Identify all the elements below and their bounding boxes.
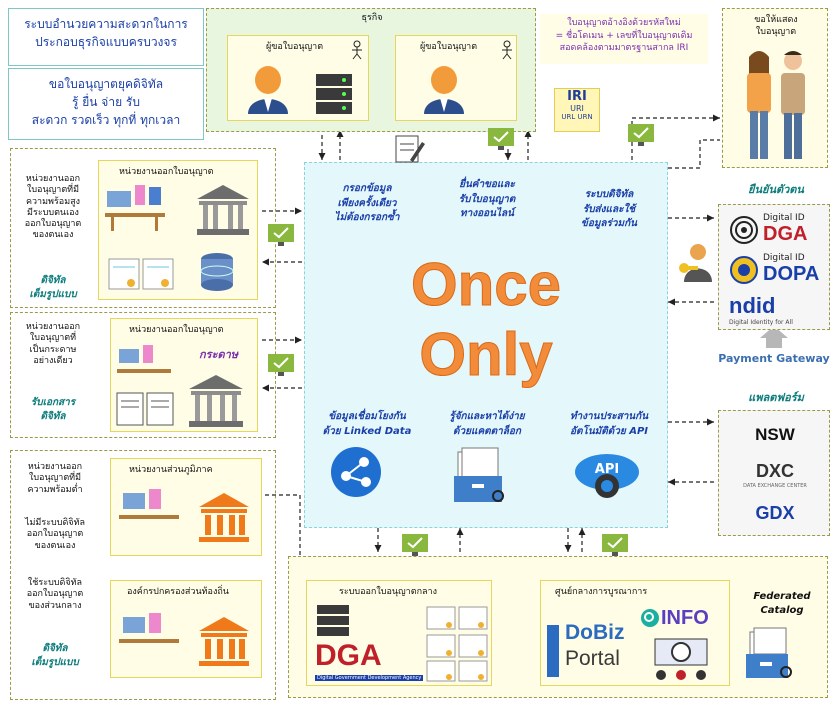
business-panel (206, 8, 536, 132)
gdx-label[interactable]: GDX (755, 503, 795, 523)
business-title: ธุรกิจ (361, 13, 383, 23)
local-gov-box-title: องค์กรปกครองส่วนท้องถิ่น (127, 587, 229, 597)
feature2-line2: รับใบอนุญาต (458, 193, 516, 205)
service-center-title: ศูนย์กลางการบูรณาการ (555, 587, 648, 597)
group1-side-text (16, 174, 90, 242)
bottom2-line1: รู้จักและหาได้ง่าย (449, 411, 525, 422)
subtitle-box (8, 68, 204, 140)
server-icon (314, 72, 354, 116)
iri-badge (554, 88, 600, 132)
group3-side-2: ใบอนุญาตที่มี (28, 473, 82, 484)
office-workers-icon (119, 611, 179, 667)
feature-submit-online (432, 178, 542, 222)
government-building-icon (193, 183, 253, 237)
monitor-check-icon (266, 352, 300, 382)
nsw-label[interactable]: NSW (755, 425, 795, 444)
group2-side-text (16, 322, 90, 367)
once-label: Once (410, 251, 562, 318)
group2-tag-2: ดิจิทัล (40, 411, 66, 422)
group3-side-5: ออกใบอนุญาต (26, 529, 84, 540)
main-title-line1: ระบบอำนวยความสะดวกในการ (24, 17, 188, 31)
applicant-box-2[interactable] (395, 35, 517, 121)
feature2-line3: ทางออนไลน์ (460, 208, 514, 219)
feature1-line3: ไม่ต้องกรอกซ้ำ (334, 212, 400, 223)
group2-paper-label: กระดาษ (199, 348, 239, 361)
payment-gateway-label: Payment Gateway (718, 352, 830, 365)
regional-box-title: หน่วยงานส่วนภูมิภาค (129, 465, 213, 475)
group2-tag (16, 396, 90, 424)
group1-box-title: หน่วยงานออกใบอนุญาต (119, 167, 214, 177)
dxc-label[interactable]: DXC (755, 461, 794, 481)
linked-data-icon (330, 446, 382, 498)
dxc-subtitle: DATA EXCHANGE CENTER (743, 483, 807, 489)
bottom3-line2: อัตโนมัติด้วย API (569, 425, 649, 437)
document-edit-icon (392, 132, 426, 166)
platform-panel (718, 410, 830, 536)
orange-building-icon (197, 615, 251, 667)
digital-id-label-2: Digital ID (763, 253, 805, 263)
feature1-line2: เพียงครั้งเดียว (337, 197, 397, 209)
feature3-line2: รับส่งและใช้ (582, 203, 636, 215)
group1-side-1: หน่วยงานออก (25, 174, 81, 184)
group2-tag-1: รับเอกสาร (30, 397, 76, 408)
license-note-line1: ใบอนุญาตอ้างอิงด้วยรหัสใหม่ (567, 18, 681, 28)
group3-side-text-c (16, 578, 94, 612)
bottom1-line2: ด้วย Linked Data (322, 425, 412, 437)
key-person-icon (676, 242, 714, 284)
dobiz-label: DoBiz (565, 621, 625, 644)
group2-agency-box[interactable] (110, 318, 258, 432)
only-label: Only (419, 321, 553, 388)
ndid-tagline: Digital Identity for All (729, 319, 793, 326)
group2-box-title: หน่วยงานออกใบอนุญาต (129, 325, 224, 335)
bottom-catalog (432, 410, 542, 439)
bottom2-line2: ด้วยแคตตาล็อก (453, 425, 521, 437)
group2-side-3: เป็นกระดาษ (29, 344, 77, 355)
group3-side-8: ออกใบอนุญาต (26, 589, 84, 600)
api-icon (572, 446, 642, 500)
ndid-badge[interactable] (729, 293, 825, 327)
portal-label: Portal (565, 647, 620, 670)
central-system-title: ระบบออกใบอนุญาตกลาง (339, 587, 437, 597)
regional-agency-box[interactable] (110, 458, 262, 556)
group1-tag-2: เต็มรูปแบบ (29, 289, 77, 300)
group1-tag (16, 274, 90, 302)
group3-side-6: ของตนเอง (34, 540, 76, 551)
group2-side-1: หน่วยงานออก (25, 322, 81, 332)
subtitle-line3: สะดวก รวดเร็ว ทุกที่ ทุกเวลา (31, 113, 181, 127)
office-workers-icon (117, 343, 171, 385)
feature2-line1: ยื่นคำขอและ (459, 179, 515, 190)
subtitle-line2: รู้ ยื่น จ่าย รับ (72, 95, 140, 109)
group1-side-6: ของตนเอง (32, 230, 74, 241)
database-icon (197, 251, 237, 295)
iri-url-urn: URL URN (561, 113, 593, 121)
feature-digital-share (554, 188, 664, 232)
group1-side-3: ความพร้อมสูง (25, 196, 81, 207)
orange-building-icon (197, 491, 251, 543)
applicant-box-1[interactable] (227, 35, 369, 121)
platform-title: แพลตฟอร์ม (748, 391, 804, 404)
dga-label: DGA (763, 223, 808, 245)
federated-line1: Federated (753, 591, 811, 602)
identity-title: ยืนยันตัวตน (748, 183, 804, 196)
show-license-line2: ใบอนุญาต (755, 27, 797, 37)
dga-id-badge[interactable] (729, 213, 825, 249)
catalog-cabinet-icon (744, 624, 794, 680)
central-dga-logo: DGA (315, 639, 382, 672)
dobiz-bar (547, 625, 559, 677)
bottom3-line1: ทำงานประสานกัน (569, 411, 649, 422)
monitor-check-icon (486, 126, 520, 156)
identity-panel (718, 204, 830, 330)
feature1-line1: กรอกข้อมูล (342, 183, 392, 194)
ndid-label: ndid (729, 293, 776, 318)
show-license-line1: ขอให้แสดง (754, 15, 798, 25)
api-label: API (594, 462, 620, 477)
group3-side-text-a (16, 462, 94, 496)
show-license-panel (722, 8, 828, 168)
group3-side-1: หน่วยงานออก (27, 462, 83, 472)
applicant-label-1: ผู้ขอใบอนุญาต (266, 42, 324, 52)
server-icon (315, 603, 351, 637)
digital-id-label-1: Digital ID (763, 213, 805, 223)
main-title-line2: ประกอบธุรกิจแบบครบวงจร (35, 35, 177, 49)
license-note (540, 14, 708, 64)
search-icon (639, 607, 661, 629)
monitor-check-icon (266, 222, 300, 252)
group1-agency-box[interactable] (98, 160, 258, 300)
group3-side-4: ไม่มีระบบดิจิทัล (24, 518, 86, 528)
local-government-box[interactable] (110, 580, 262, 678)
certificate-icon (107, 257, 177, 293)
iri-title: IRI (567, 89, 587, 104)
catalog-cabinet-icon (452, 442, 508, 504)
license-note-line3: สอดคล้องตามมาตรฐานสากล IRI (559, 43, 689, 54)
office-workers-icon (119, 487, 179, 543)
paper-document-icon (115, 389, 177, 429)
government-building-icon (185, 373, 247, 429)
feature-fill-once (312, 182, 422, 226)
group1-side-2: ใบอนุญาตที่มี (26, 185, 80, 196)
federated-catalog-label (740, 590, 824, 617)
group3-side-7: ใช้ระบบดิจิทัล (27, 578, 83, 588)
iri-uri: URI (570, 104, 584, 113)
people-search-icon (651, 637, 711, 681)
monitor-check-icon (626, 122, 660, 152)
bottom-linked-data (312, 410, 422, 439)
integration-center-box[interactable] (540, 580, 730, 686)
bottom1-line1: ข้อมูลเชื่อมโยงกัน (328, 411, 406, 422)
couple-people-icon (737, 47, 815, 165)
applicant-label-2: ผู้ขอใบอนุญาต (420, 42, 478, 52)
office-workers-icon (105, 183, 165, 231)
group2-side-2: ใบอนุญาตที่ (29, 333, 77, 344)
dopa-label: DOPA (763, 263, 820, 285)
group3-side-text-b (16, 518, 94, 552)
group3-side-9: ของส่วนกลาง (28, 600, 82, 611)
certificate-stack-icon (425, 605, 489, 683)
group3-tag (16, 642, 94, 670)
subtitle-line1: ขอใบอนุญาตยุคดิจิทัล (48, 77, 164, 91)
license-note-line2: = ชื่อโดเมน + เลขที่ใบอนุญาตเดิม (555, 30, 693, 41)
dopa-seal-icon (729, 255, 759, 285)
bottom-api (554, 410, 664, 439)
stick-figure-icon (500, 40, 514, 60)
person-icon (246, 64, 290, 114)
feature3-line3: ข้อมูลร่วมกัน (580, 218, 638, 229)
group2-side-4: อย่างเดียว (33, 355, 73, 366)
group1-side-5: ออกใบอนุญาต (24, 219, 82, 229)
dopa-id-badge[interactable] (729, 251, 825, 287)
group3-side-3: ความพร้อมต่ำ (27, 484, 83, 495)
central-dga-sub: Digital Government Development Agency (317, 675, 422, 681)
group1-side-4: มีระบบตนเอง (27, 207, 79, 218)
stick-figure-icon (350, 40, 364, 60)
person-icon (422, 64, 466, 114)
fingerprint-icon (729, 215, 759, 245)
group3-tag-2: เต็มรูปแบบ (31, 657, 79, 668)
main-title-box (8, 8, 204, 66)
federated-line2: Catalog (760, 604, 804, 616)
group1-tag-1: ดิจิทัล (40, 275, 66, 286)
info-label: INFO (661, 607, 709, 629)
central-license-system-box[interactable] (306, 580, 492, 686)
feature3-line1: ระบบดิจิทัล (584, 189, 634, 200)
group3-tag-1: ดิจิทัล (42, 643, 68, 654)
